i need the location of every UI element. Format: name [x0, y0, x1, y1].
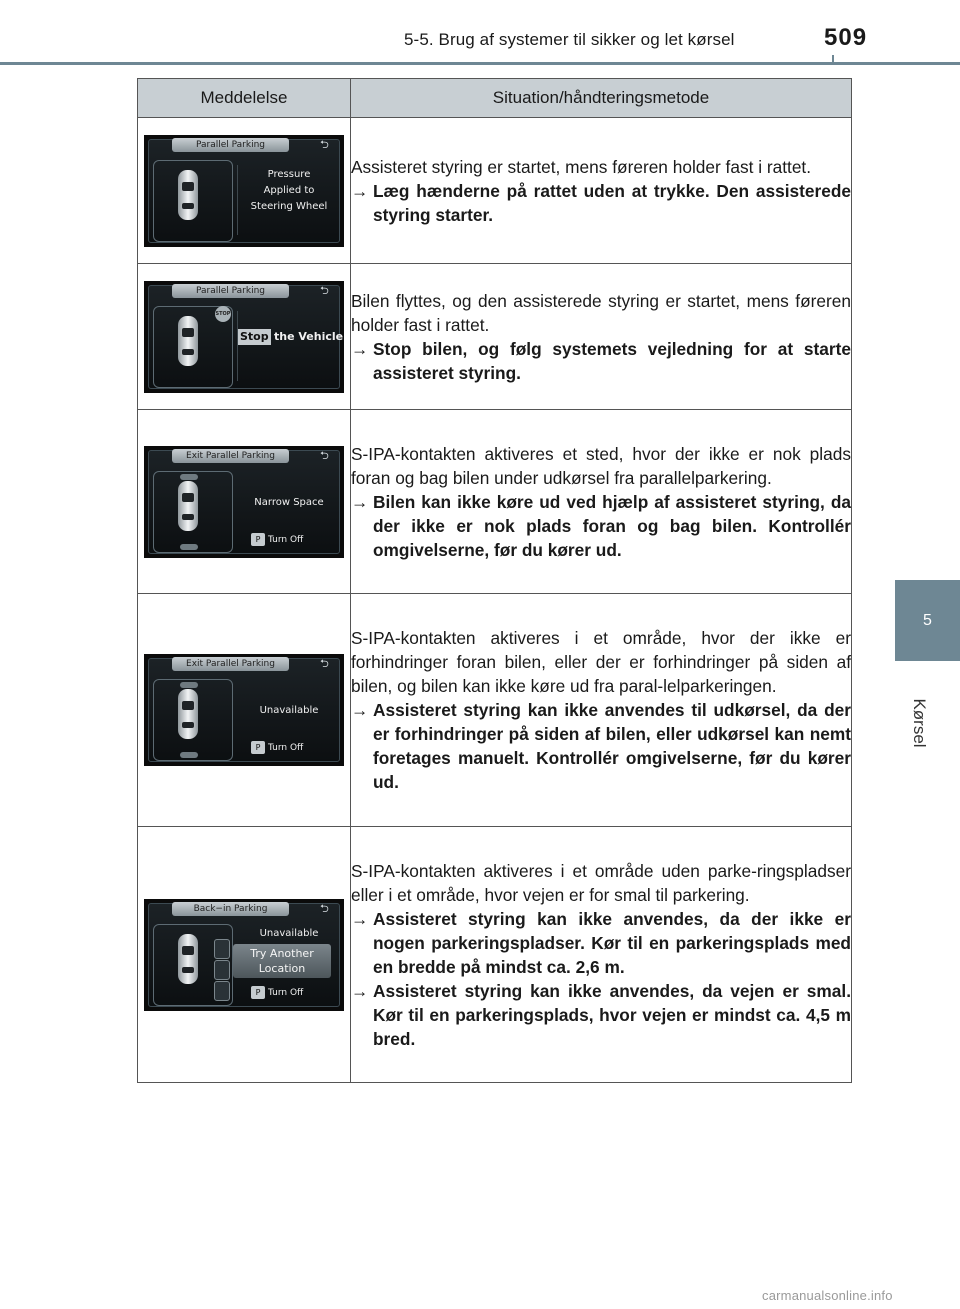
action-text: Bilen kan ikke køre ud ved hjælp af assisteret styring, da der ikke er nok plads foran og bag bilen. Kontrollér omgivelserne, før du kører ud.: [373, 491, 851, 560]
screen-message-line: Unavailable: [259, 705, 319, 716]
message-table: [137, 78, 852, 1083]
back-arrow-icon: ⮌: [320, 901, 329, 915]
action-text: Læg hænderne på rattet uden at trykke. Den assisterede styring starter.: [373, 180, 851, 225]
action-item: [351, 490, 851, 562]
page-number: 509: [824, 24, 868, 51]
situation-text: S-IPA-kontakten aktiveres et sted, hvor der ikke er nok plads foran og bag bilen under udkørsel fra parallelparkering.: [351, 443, 851, 488]
try-line: Try Another: [250, 946, 314, 960]
table-row: [138, 118, 852, 264]
action-text: Assisteret styring kan ikke anvendes, da vejen er smal. Kør til en parkeringsplads, hvor vejen er mindst ca. 4,5 m bred.: [373, 980, 851, 1049]
car-icon: [178, 689, 198, 739]
parking-slot-icon: [214, 981, 230, 1001]
table-row: [138, 264, 852, 410]
display-screen: [144, 446, 344, 558]
arrow-icon: →: [351, 700, 369, 720]
back-arrow-icon: ⮌: [320, 283, 329, 297]
column-header-situation: Situation/håndteringsmetode: [351, 79, 852, 118]
screen-message-line: Unavailable: [259, 927, 319, 939]
arrow-icon: →: [351, 980, 369, 1001]
situation-cell: [351, 594, 852, 827]
display-screen: [144, 281, 344, 393]
chapter-label-text: Kørsel: [910, 698, 929, 748]
action-item: [351, 907, 851, 979]
screen-title: Parallel Parking: [172, 138, 289, 152]
display-screen: [144, 899, 344, 1011]
action-item: [351, 179, 851, 227]
try-line: Location: [258, 961, 306, 975]
message-cell: [138, 410, 351, 594]
parking-switch-icon: P: [251, 533, 265, 546]
obstacle-front-icon: [180, 474, 198, 480]
column-header-message: Meddelelse: [138, 79, 351, 118]
parking-slot-icon: [214, 939, 230, 959]
parking-switch-icon: P: [251, 741, 265, 754]
arrow-icon: →: [351, 908, 369, 929]
screen-message-line: Applied to: [263, 184, 315, 196]
parking-slot-icon: [214, 960, 230, 980]
situation-text: Bilen flyttes, og den assisterede styring er startet, mens føreren holder fast i rattet.: [351, 290, 851, 335]
watermark: carmanualsonline.info: [762, 1288, 893, 1303]
message-cell: [138, 118, 351, 264]
obstacle-front-icon: [180, 682, 198, 688]
car-icon: [178, 316, 198, 366]
situation-text: Assisteret styring er startet, mens føreren holder fast i rattet.: [351, 156, 812, 177]
back-arrow-icon: ⮌: [320, 657, 329, 670]
situation-text: S-IPA-kontakten aktiveres i et område, hvor der ikke er forhindringer foran bilen, eller der er forhindringer på siden af bilen, og bilen kan ikke køre ud fra paral-lelparkeringen.: [351, 628, 851, 696]
page-header: [0, 0, 960, 64]
table-row: [138, 594, 852, 827]
screen-message-line: Narrow Space: [254, 496, 324, 508]
turn-off-label: Turn Off: [268, 743, 304, 753]
car-icon: [178, 170, 198, 220]
header-rule: [0, 62, 960, 65]
message-cell: [138, 827, 351, 1083]
header-tick: [832, 55, 834, 63]
situation-cell: [351, 264, 852, 410]
screen-divider: [237, 311, 238, 381]
action-text: Stop bilen, og følg systemets vejledning for at starte assisteret styring.: [373, 338, 851, 383]
stop-highlight: Stop: [240, 329, 269, 343]
back-arrow-icon: ⮌: [320, 448, 329, 462]
screen-title: Back−in Parking: [172, 902, 289, 916]
action-text: Assisteret styring kan ikke anvendes, da der ikke er nogen parkeringspladser. Kør til en parkeringsplads med en bredde på mindst ca. 2,6 m.: [373, 908, 851, 977]
try-another-box: [233, 944, 331, 978]
screen-message-line: the Vehicle: [274, 329, 344, 343]
table-header-row: [138, 79, 852, 118]
obstacle-rear-icon: [180, 544, 198, 550]
arrow-icon: →: [351, 491, 369, 512]
action-item: [351, 979, 851, 1051]
section-title: 5-5. Brug af systemer til sikker og let kørsel: [404, 30, 735, 49]
screen-title: Exit Parallel Parking: [172, 657, 289, 671]
situation-cell: [351, 410, 852, 594]
stop-sign-icon: STOP: [215, 306, 231, 322]
screen-message-line: Steering Wheel: [250, 200, 328, 212]
car-icon: [178, 481, 198, 531]
arrow-icon: →: [351, 338, 369, 359]
arrow-icon: →: [351, 180, 369, 201]
situation-text: S-IPA-kontakten aktiveres i et område uden parke-ringspladser eller i et område, hvor vejen er for smal til parkering.: [351, 860, 851, 905]
situation-cell: [351, 827, 852, 1083]
chapter-number: 5: [923, 612, 932, 629]
situation-cell: [351, 118, 852, 264]
action-item: [351, 698, 851, 794]
screen-title: Exit Parallel Parking: [172, 449, 289, 463]
display-screen: [144, 135, 344, 247]
car-icon: [178, 934, 198, 984]
screen-title: Parallel Parking: [172, 284, 289, 298]
turn-off-label: Turn Off: [268, 987, 304, 998]
chapter-label: [904, 688, 934, 758]
table-row: [138, 827, 852, 1083]
turn-off-label: Turn Off: [268, 534, 304, 545]
screen-divider: [237, 165, 238, 235]
obstacle-rear-icon: [180, 752, 198, 758]
screen-message-line: Pressure: [267, 168, 311, 180]
action-item: [351, 337, 851, 385]
message-cell: [138, 264, 351, 410]
parking-switch-icon: P: [251, 986, 265, 999]
action-text: Assisteret styring kan ikke anvendes til udkørsel, da der er forhindringer på siden af bilen, eller udkørsel kan nemt foretages manuelt. Kontrollér omgivelserne, før du kører ud.: [373, 700, 851, 792]
chapter-tab[interactable]: [895, 580, 960, 661]
table-row: [138, 410, 852, 594]
display-screen: [144, 654, 344, 766]
message-cell: [138, 594, 351, 827]
back-arrow-icon: ⮌: [320, 137, 329, 151]
